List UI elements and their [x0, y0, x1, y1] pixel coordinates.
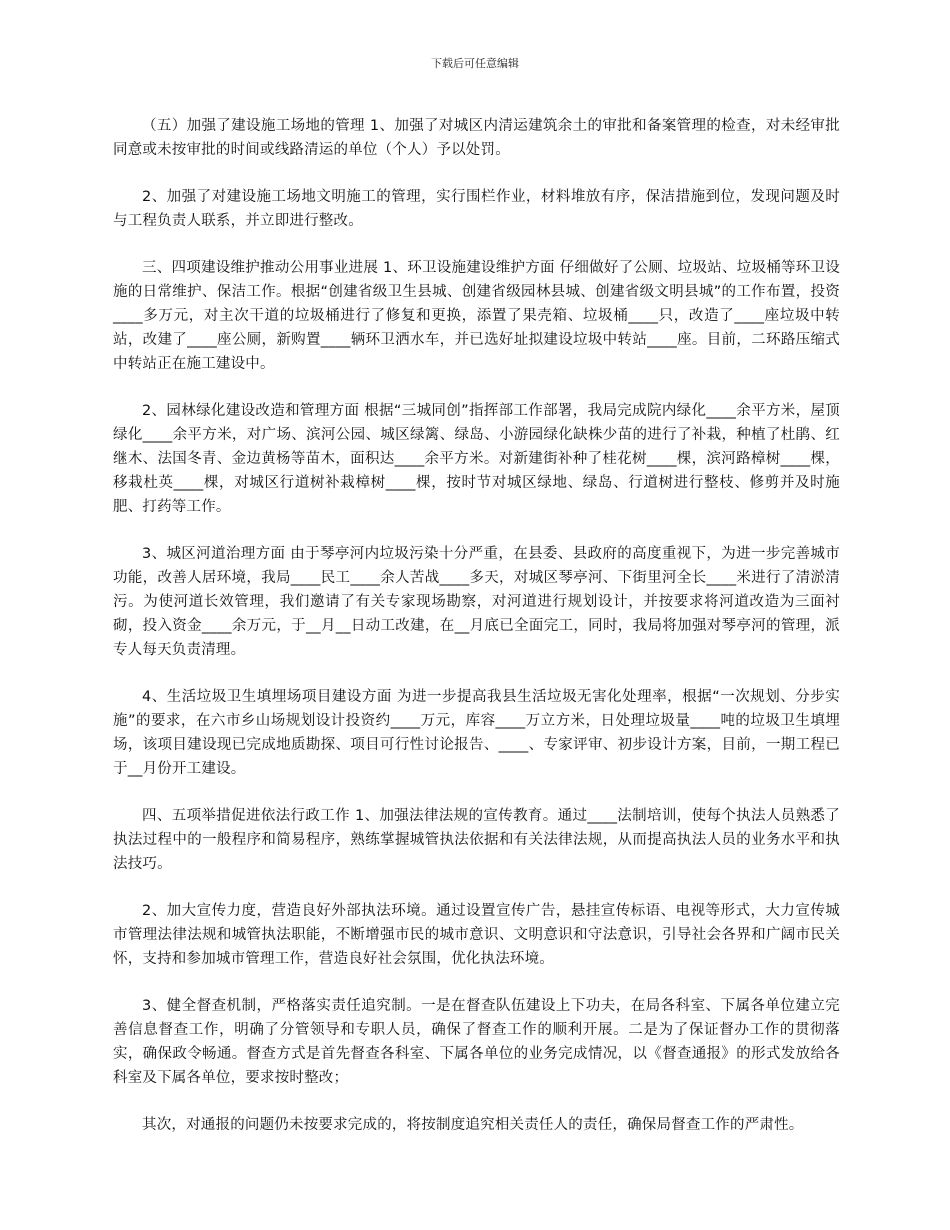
paragraph-construction-site-management: （五）加强了建设施工场地的管理 1、加强了对城区内清运建筑余土的审批和备案管理的检查，对未经审批同意或未按审批的时间或线路清运的单位（个人）予以处罚。	[113, 118, 840, 158]
paragraph-sanitation-facilities: 三、四项建设维护推动公用事业进展 1、环卫设施建设维护方面 仔细做好了公厕、垃圾站、垃圾桶等环卫设施的日常维护、保洁工作。根据“创建省级卫生县城、创建省级园林县城、创建省级文明县城”的工作布置，投资____多万元，对主次干道的垃圾桶进行了修复和更换，添置了果壳箱、垃圾桶____只，改造了____座垃圾中转站，改建了____座公厕，新购置____辆环卫洒水车，并已选好址拟建设垃圾中转站____座。目前，二环路压缩式中转站正在施工建设中。	[113, 260, 840, 372]
paragraph-landscaping: 2、园林绿化建设改造和管理方面 根据“三城同创”指挥部工作部署，我局完成院内绿化____余平方米，屋顶绿化____余平方米，对广场、滨河公园、城区绿篱、绿岛、小游园绿化缺株少苗的进行了补栽，种植了杜鹃、红继木、法国冬青、金边黄杨等苗木，面积达____余平方米。对新建街补种了桂花树____棵，滨河路樟树____棵，移栽杜英____棵，对城区行道树补栽樟树____棵，按时节对城区绿地、绿岛、行道树进行整枝、修剪并及时施肥、打药等工作。	[113, 403, 840, 515]
paragraph-publicity: 2、加大宣传力度，营造良好外部执法环境。通过设置宣传广告，悬挂宣传标语、电视等形式，大力宣传城市管理法律法规和城管执法职能，不断增强市民的城市意识、文明意识和守法意识，引导社会各界和广阔市民关怀，支持和参加城市管理工作，营造良好社会氛围，优化执法环境。	[113, 903, 840, 967]
paragraph-legal-education: 四、五项举措促进依法行政工作 1、加强法律法规的宣传教育。通过____法制培训，使每个执法人员熟悉了执法过程中的一般程序和简易程序，熟练掌握城管执法依据和有关法律法规，从而提高执法人员的业务水平和执法技巧。	[113, 808, 840, 872]
paragraph-landfill-project: 4、生活垃圾卫生填埋场项目建设方面 为进一步提高我县生活垃圾无害化处理率，根据“一次规划、分步实施”的要求，在六市乡山场规划设计投资约____万元，库容____万立方米，日处理垃圾量____吨的垃圾卫生填埋场，该项目建设现已完成地质勘探、项目可行性讨论报告、____、专家评审、初步设计方案，目前，一期工程已于__月份开工建设。	[113, 689, 840, 777]
paragraph-accountability: 其次，对通报的问题仍未按要求完成的，将按制度追究相关责任人的责任，确保局督查工作的严肃性。	[142, 1117, 804, 1133]
paragraph-civilized-construction: 2、加强了对建设施工场地文明施工的管理，实行围栏作业，材料堆放有序，保洁措施到位，发现问题及时与工程负责人联系，并立即进行整改。	[113, 189, 840, 229]
paragraph-supervision-mechanism: 3、健全督查机制，严格落实责任追究制。一是在督查队伍建设上下功夫，在局各科室、下属各单位建立完善信息督查工作，明确了分管领导和专职人员，确保了督查工作的顺利开展。二是为了保证督办工作的贯彻落实，确保政令畅通。督查方式是首先督查各科室、下属各单位的业务完成情况，以《督查通报》的形式发放给各科室及下属各单位，要求按时整改；	[113, 998, 840, 1086]
document-body	[113, 114, 840, 1160]
page-header-note: 下载后可任意编辑	[431, 57, 519, 70]
paragraph-river-management: 3、城区河道治理方面 由于琴亭河内垃圾污染十分严重，在县委、县政府的高度重视下，为进一步完善城市功能，改善人居环境，我局____民工____余人苦战____多天，对城区琴亭河、下街里河全长____米进行了清淤清污。为使河道长效管理，我们邀请了有关专家现场勘察，对河道进行规划设计，并按要求将河道改造为三面衬砌，投入资金____余万元，于__月__日动工改建，在__月底已全面完工，同时，我局将加强对琴亭河的管理，派专人每天负责清理。	[113, 546, 840, 658]
